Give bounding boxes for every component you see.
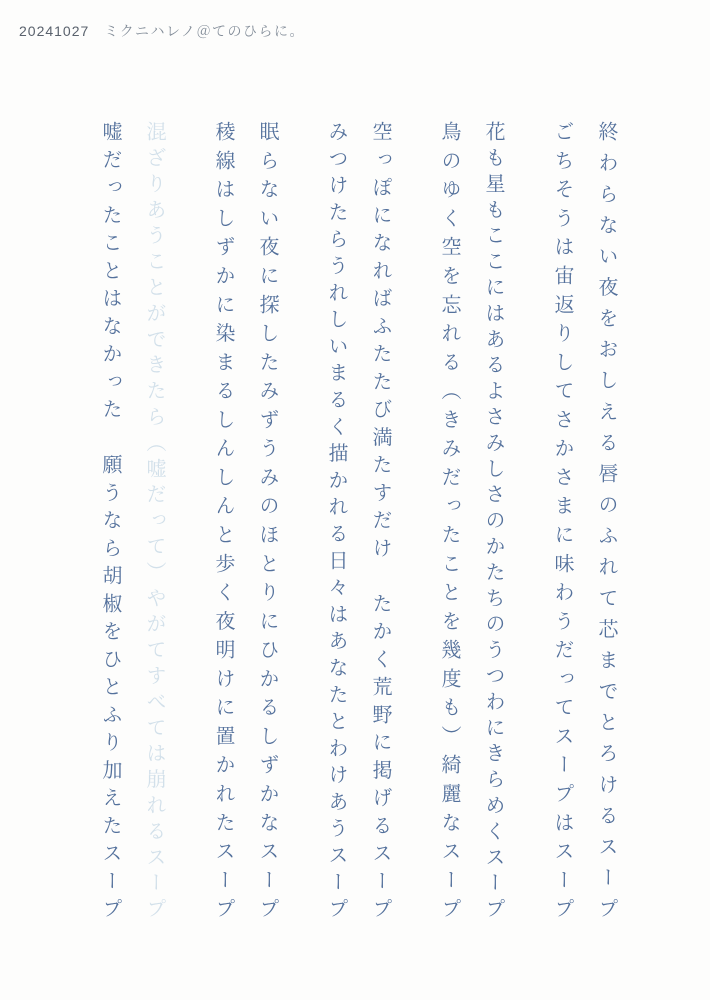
poem-line-faint: 混ざりあうことができたら（嘘だって）やがてすべては崩れるスープ	[143, 121, 167, 924]
poem-line: 終わらない夜をおしえる唇のふれて芯までとろけるスープ	[595, 121, 619, 923]
poem-line: 稜線はしずかに染まるしんしんと歩く夜明けに置かれたスープ	[212, 121, 236, 923]
page-header	[19, 21, 305, 41]
poem-line: 眠らない夜に探したみずうみのほとりにひかるしずかなスープ	[256, 121, 280, 923]
stanza-1	[551, 121, 619, 923]
stanza-3	[325, 121, 393, 923]
poem-line: みつけたらうれしいまるく描かれる日々はあなたとわけあうスープ	[325, 121, 349, 923]
poem-body	[99, 121, 619, 923]
poem-line: 空っぽになればふたたび満たすだけ たかく荒野に掲げるスープ	[369, 121, 393, 923]
poem-line: 花も星もここにはあるよさみしさのかたちのうつわにきらめくスープ	[482, 121, 506, 923]
stanza-4	[212, 121, 280, 923]
poem-line: ごちそうは宙返りしてさかさまに味わうだってスープはスープ	[551, 121, 575, 923]
stanza-2	[438, 121, 506, 923]
poem-line: 鳥のゆく空を忘れる（きみだったことを幾度も）綺麗なスープ	[438, 121, 462, 923]
stanza-5	[99, 121, 167, 923]
date-label: 20241027	[19, 23, 90, 39]
artist-title-label: ミクニハレノ＠てのひらに。	[104, 23, 305, 39]
poem-line: 嘘だったことはなかった 願うなら胡椒をひとふり加えたスープ	[99, 121, 123, 923]
